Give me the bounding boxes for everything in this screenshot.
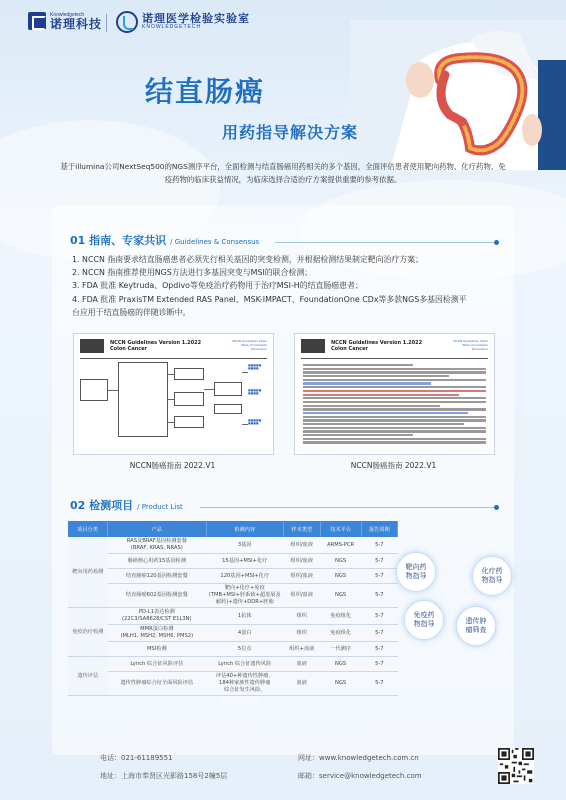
product-table — [68, 521, 398, 696]
platform-cell: NGS — [320, 672, 361, 696]
flow-box — [80, 379, 108, 401]
table-row — [68, 554, 398, 569]
sample-cell: 组织/血液 — [283, 569, 320, 584]
platform-cell: 免疫组化 — [320, 608, 361, 625]
knowledgetech-logo — [28, 12, 102, 30]
bubble-immuno: 免疫药物指导 — [404, 600, 444, 640]
colon-illustration — [350, 20, 566, 170]
product-cell: PD-L1表达检测 (22C3/SA8628/CST E1L3N) — [108, 608, 207, 625]
table-row — [68, 569, 398, 584]
doc1-caption: NCCN肠癌指南 2022.V1 — [129, 461, 216, 470]
content-cell: 15基因+MSI+化疗 — [206, 554, 283, 569]
product-cell: RAS及BRAF基因检测套餐 (BRAF, KRAS, NRAS) — [108, 537, 207, 554]
footer-website[interactable]: 网址：www.knowledgetech.com.cn — [298, 754, 419, 762]
knowledgetech-logo-icon — [28, 12, 46, 30]
column-header: 产品 — [108, 521, 207, 537]
section1-subtitle: / Guidelines & Consensus — [170, 238, 260, 246]
product-cell: 结直肠癌120基因检测套餐 — [108, 569, 207, 584]
table-row — [68, 608, 398, 625]
platform-cell: 免疫组化 — [320, 625, 361, 642]
footer-phone: 电话：021-61189551 — [100, 754, 173, 762]
content-cell: Lynch 综合征遗传风险 — [206, 657, 283, 672]
flow-link: ■■■■■ ■■■■ — [248, 388, 262, 396]
section2-dot — [494, 505, 499, 510]
content-cell: 1抗体 — [206, 608, 283, 625]
logo-en-text: Knowledgetech — [50, 11, 85, 18]
product-cell: 肠癌核心用药15基因检测 — [108, 554, 207, 569]
guideline-point: 4. FDA 批准 PraxisTM Extended RAS Panel、MSK-IMPACT、FoundationOne CDx等多款NGS多基因检测平台应用于结直肠癌的伴随诊断中。 — [72, 294, 467, 317]
guideline-points — [72, 253, 472, 319]
section2-subtitle: / Product List — [137, 503, 183, 511]
column-header: 报告周期 — [361, 521, 397, 537]
nccn-logo-icon — [301, 339, 325, 353]
doc1-subtitle: Colon Cancer — [110, 346, 147, 352]
product-cell: MMR蛋白检测 (MLH1, MSH2, MSH6, PMS2) — [108, 625, 207, 642]
lab-logo-icon — [116, 11, 138, 33]
cycle-cell: 5-7 — [361, 537, 397, 554]
page-subtitle: 用药指导解决方案 — [222, 123, 359, 142]
table-row — [68, 642, 398, 657]
sample-cell: 组织 — [283, 608, 320, 625]
logo-divider — [106, 14, 107, 32]
flow-connector — [168, 422, 174, 423]
doc2-title: NCCN Guidelines Version 1.2022 — [331, 340, 423, 346]
cycle-cell: 5-7 — [361, 672, 397, 696]
flow-box — [174, 392, 204, 406]
cycle-cell: 5-7 — [361, 608, 397, 625]
table-row — [68, 657, 398, 672]
platform-cell: 一代测序 — [320, 642, 361, 657]
flow-box — [174, 368, 204, 380]
cycle-cell: 5-7 — [361, 554, 397, 569]
product-cell: 结直肠癌602基因检测套餐 — [108, 584, 207, 608]
cycle-cell: 5-7 — [361, 569, 397, 584]
section2-divider — [200, 507, 495, 508]
lab-logo — [116, 11, 250, 33]
content-cell: 5位点 — [206, 642, 283, 657]
lab-name-cn: 诺理医学检验实验室 — [142, 12, 250, 26]
doc2-body-text — [303, 364, 486, 445]
content-cell: 120基因+MSI+化疗 — [206, 569, 283, 584]
nccn-guideline-page-2 — [294, 333, 495, 455]
product-cell: 遗传性肿瘤综合征全面风险评估 — [108, 672, 207, 696]
guideline-point: 1. NCCN 指南要求结直肠癌患者必须先行相关基因的突变检测，并根据检测结果制定靶向治疗方案； — [72, 255, 423, 264]
qr-code-icon — [498, 748, 534, 784]
table-row — [68, 584, 398, 608]
sample-cell: 组织 — [283, 625, 320, 642]
flow-connector — [204, 389, 214, 390]
product-cell: MSI检测 — [108, 642, 207, 657]
category-cell: 靶向用药检测 — [68, 537, 108, 608]
section2-title: 02 检测项目 — [70, 499, 134, 512]
column-header: 检测内容 — [206, 521, 283, 537]
table-header-row — [68, 521, 398, 537]
section1-dot — [494, 240, 499, 245]
section1-heading — [70, 232, 259, 248]
platform-cell: NGS — [320, 584, 361, 608]
section1-divider — [275, 242, 495, 243]
content-cell: 靶向+化疗+免疫 (TMB+MSI+胚系致+超进展及 耐药)+遗传+DDR+胚胎 — [206, 584, 283, 608]
sample-cell: 组织/血液 — [283, 584, 320, 608]
intro-paragraph: 基于illumina公司NextSeq500的NGS测序平台，全面检测与结直肠癌用药相关的多个基因，全面评估患者使用靶向药物、化疗药物、免疫药物的临床获益情况，为临床选择合适治疗方案提供重要的参考依据。 — [60, 162, 506, 184]
doc2-subtitle: Colon Cancer — [331, 346, 368, 352]
flow-connector — [242, 372, 248, 373]
bubble-targeted: 靶向药物指导 — [396, 552, 436, 592]
section1-title: 01 指南、专家共识 — [70, 234, 167, 247]
sample-cell: 组织+血液 — [283, 642, 320, 657]
flow-box — [118, 362, 168, 437]
sample-cell: 组织/血液 — [283, 537, 320, 554]
guideline-point: 3. FDA 批准 Keytruda、Opdivo等免疫治疗药物用于治疗MSI-H的结直肠癌患者； — [72, 281, 363, 291]
flow-link: ■■■■■ ■■■■ — [248, 418, 262, 426]
bubble-chemo: 化疗药物指导 — [472, 556, 512, 596]
flow-connector — [242, 424, 248, 425]
page-title: 结直肠癌 — [145, 75, 266, 108]
section2-heading — [70, 497, 183, 513]
cycle-cell: 5-7 — [361, 657, 397, 672]
content-cell: 3基因 — [206, 537, 283, 554]
sample-cell: 组织/血液 — [283, 554, 320, 569]
doc1-title: NCCN Guidelines Version 1.2022 — [110, 340, 202, 346]
column-header: 项目分类 — [68, 521, 108, 537]
table-row — [68, 537, 398, 554]
logo-cn-text: 诺理科技 — [50, 16, 103, 31]
bubble-hereditary: 遗传肿瘤筛查 — [456, 606, 496, 646]
product-cell: Lynch 综合征风险评估 — [108, 657, 207, 672]
footer-email[interactable]: 邮箱：service@knowledgetech.com — [298, 772, 422, 780]
flow-box — [214, 404, 242, 414]
column-header: 样本类型 — [283, 521, 320, 537]
category-cell: 遗传评估 — [68, 657, 108, 696]
footer-address: 地址：上海市奉贤区光影路158号2幢5层 — [100, 772, 228, 780]
platform-cell: NGS — [320, 569, 361, 584]
sample-cell: 血液 — [283, 672, 320, 696]
sample-cell: 血液 — [283, 657, 320, 672]
content-cell: 评估40+种遗传性肿瘤， 184种家族性遗传肿瘤 综合征发生风险。 — [206, 672, 283, 696]
doc2-rule — [301, 358, 488, 359]
doc2-caption: NCCN肠癌指南 2022.V1 — [350, 461, 437, 470]
platform-cell: NGS — [320, 554, 361, 569]
platform-cell: NGS — [320, 657, 361, 672]
flow-connector — [108, 390, 118, 391]
category-cell: 免疫治疗检测 — [68, 608, 108, 657]
lab-name-en: KNOWLEDGETECH — [142, 24, 202, 31]
cycle-cell: 5-7 — [361, 642, 397, 657]
flow-connector — [168, 399, 174, 400]
table-row — [68, 625, 398, 642]
nccn-guideline-page-1 — [73, 333, 274, 455]
guideline-point: 2. NCCN 指南推荐使用NGS方法进行多基因突变与MSI的联合检测； — [72, 268, 313, 278]
table-row — [68, 672, 398, 696]
flow-link: ■■■■■ ■■■■ — [248, 363, 262, 371]
cycle-cell: 5-7 — [361, 584, 397, 608]
nccn-logo-icon — [80, 339, 104, 353]
column-header: 技术平台 — [320, 521, 361, 537]
doc2-toc-links: NCCN Guidelines Index Table of Contents Discussion — [453, 339, 488, 351]
flow-box — [214, 382, 242, 396]
platform-cell: ARMS-PCR — [320, 537, 361, 554]
content-cell: 4蛋白 — [206, 625, 283, 642]
cycle-cell: 5-7 — [361, 625, 397, 642]
doc1-rule — [80, 358, 267, 359]
flow-box — [174, 416, 204, 428]
flow-connector — [168, 374, 174, 375]
service-bubbles — [396, 552, 516, 652]
doc1-toc-links: NCCN Guidelines Index Table of Contents Discussion — [232, 339, 267, 351]
